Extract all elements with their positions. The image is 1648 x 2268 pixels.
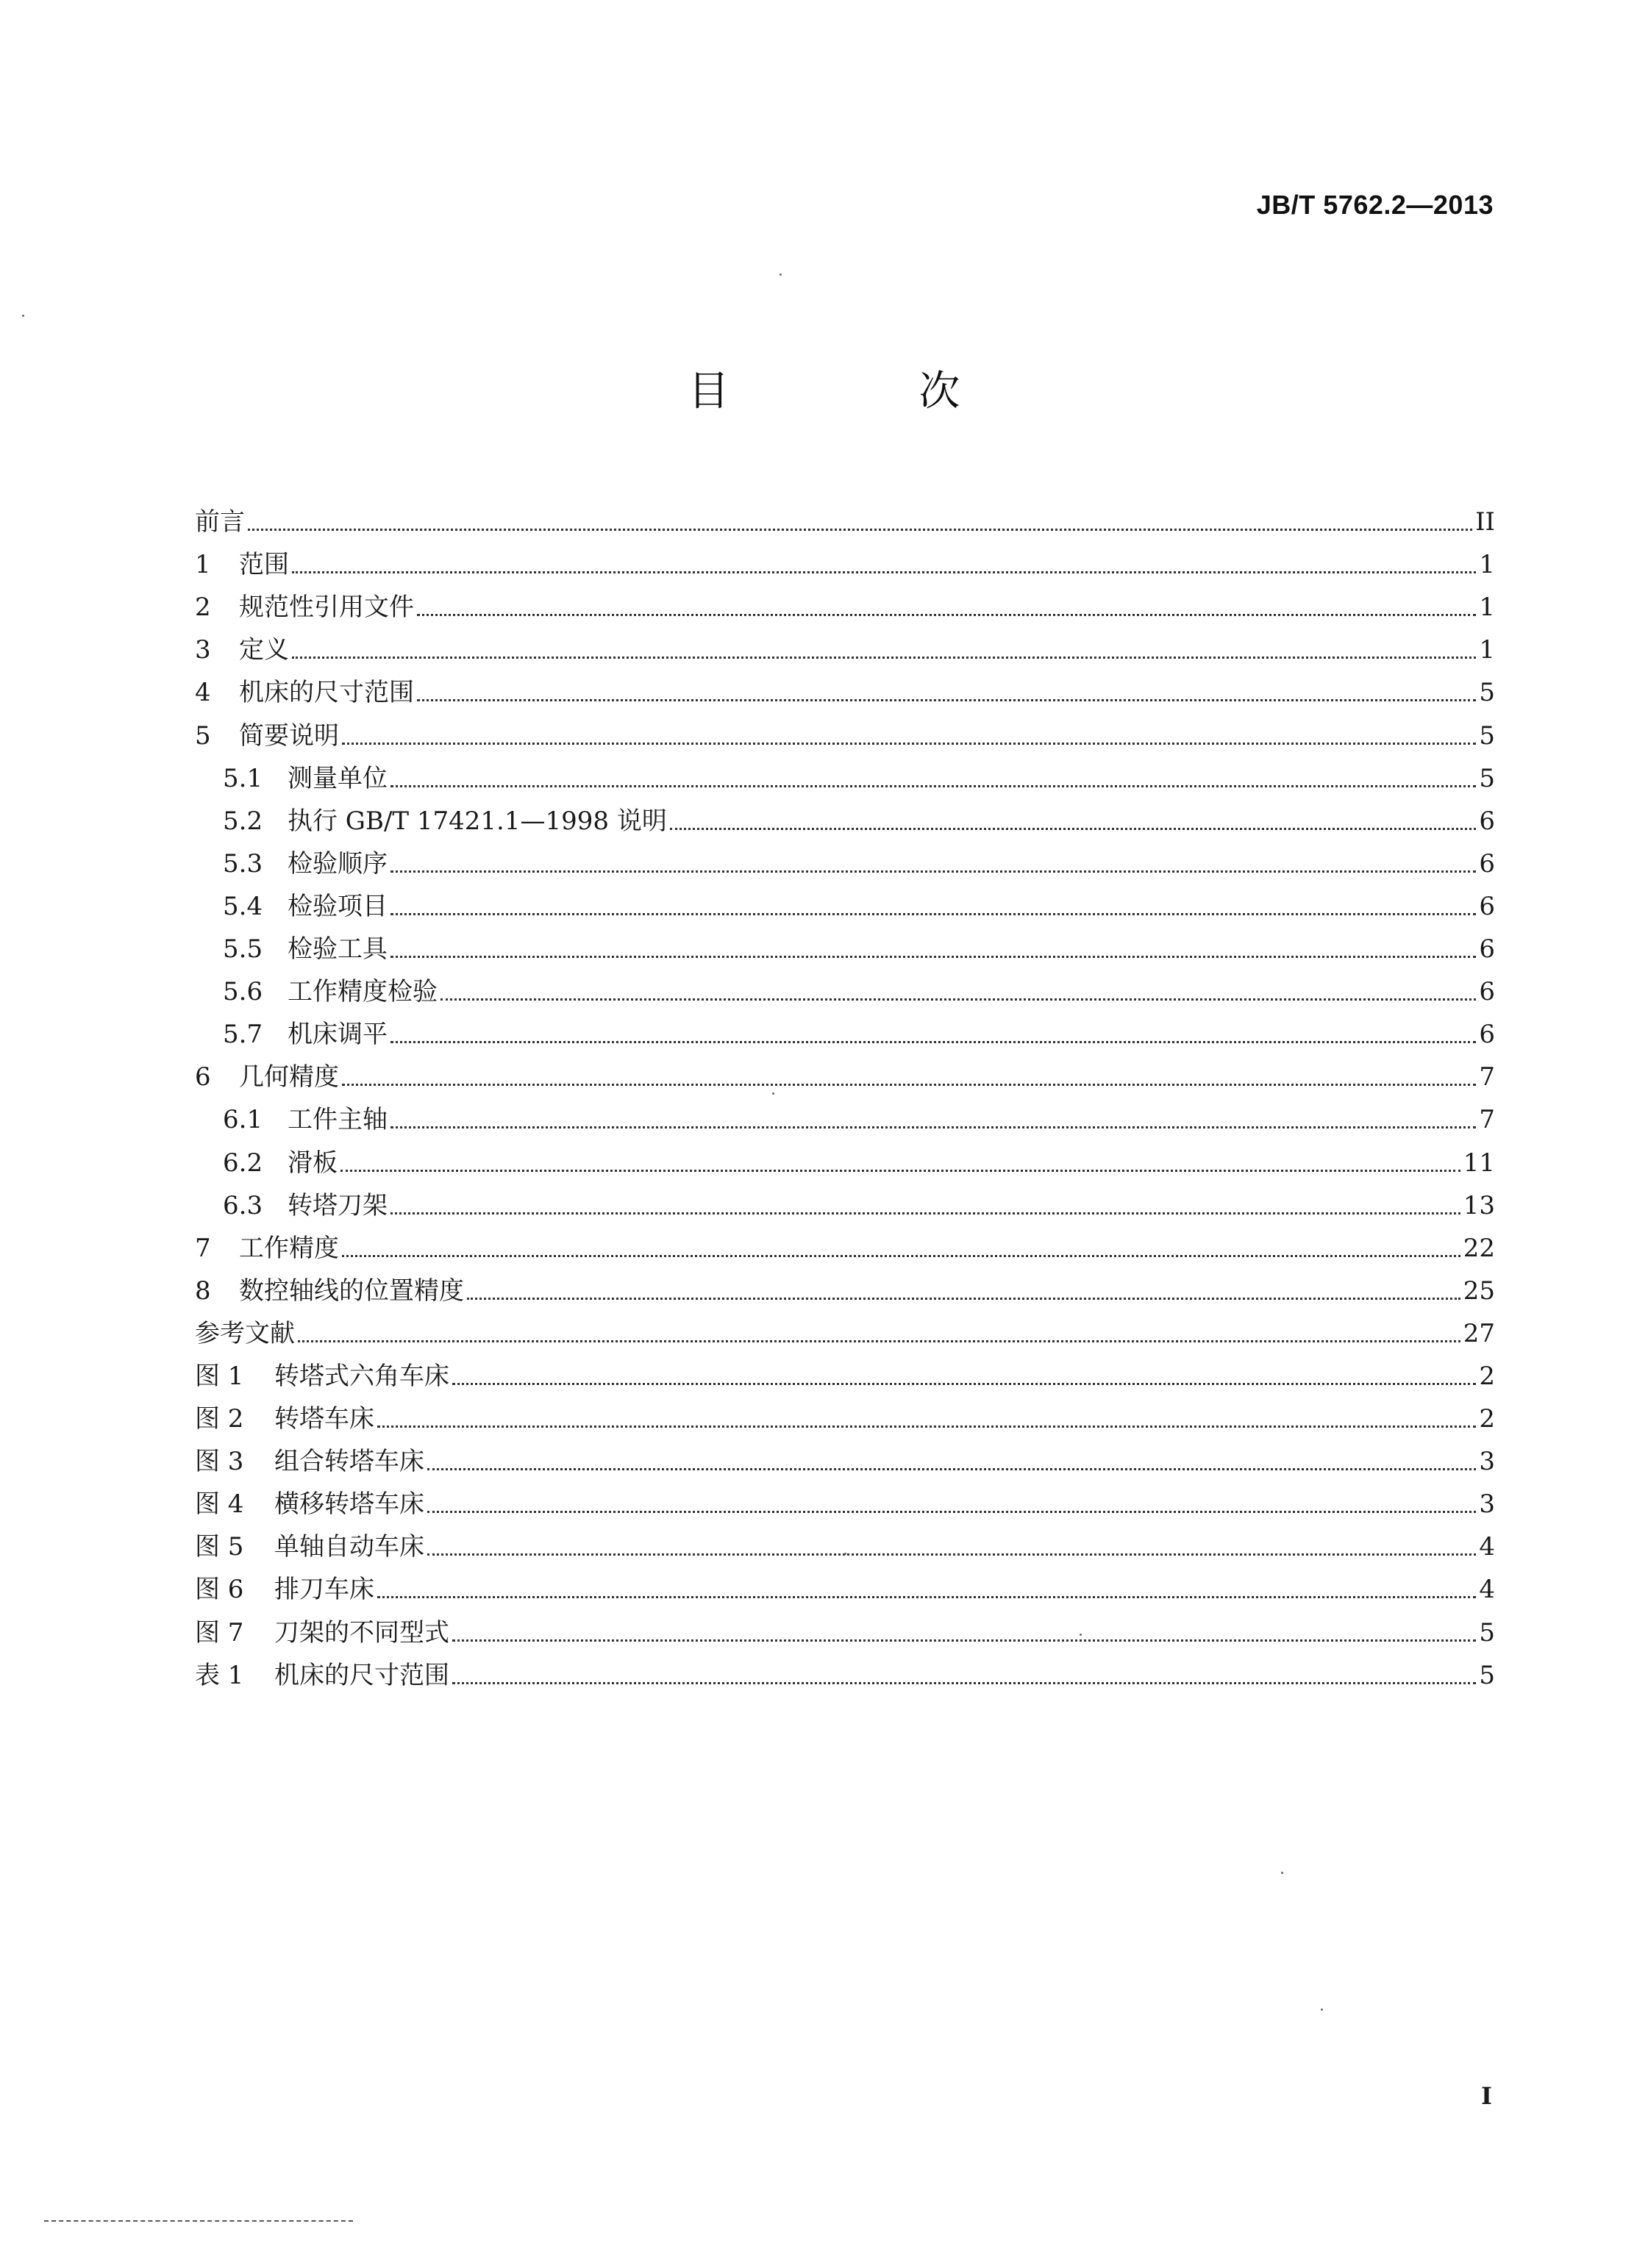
toc-leader-dots [440,998,1476,1001]
toc-leader-dots [670,827,1477,830]
scan-speck [1281,1872,1283,1874]
page-number: I [1481,2082,1492,2110]
toc-leader-dots [427,1467,1476,1470]
toc-entry-number: 5.6 [223,977,263,1007]
toc-entry-page: 3 [1479,1447,1495,1477]
toc-leader-dots [390,1212,1460,1215]
toc-entry[interactable] [195,1391,1495,1434]
toc-entry-page: 5 [1479,678,1495,708]
toc-entry[interactable] [195,921,1495,964]
toc-entry[interactable] [195,707,1495,750]
toc-entry[interactable] [195,1434,1495,1476]
toc-entry-number: 6.3 [223,1190,263,1220]
toc-entry-page: 6 [1479,934,1495,965]
toc-entry-number: 图 4 [195,1489,244,1520]
toc-entry-page: 27 [1463,1318,1495,1348]
toc-leader-dots [390,784,1476,787]
toc-entry-label: 组合转塔车床 [274,1447,424,1477]
toc-leader-dots [452,1681,1476,1684]
toc-entry-number: 6 [195,1062,211,1092]
toc-entry-page: 3 [1479,1489,1495,1520]
toc-entry-number: 5.3 [223,848,263,879]
scan-speck [844,1553,846,1555]
toc-entry-label: 数控轴线的位置精度 [239,1276,464,1306]
toc-leader-dots [467,1297,1460,1300]
scan-speck [22,315,24,317]
toc-leader-dots [390,870,1476,873]
toc-leader-dots [248,528,1472,531]
toc-entry-page: 6 [1479,848,1495,879]
toc-entry-label: 检验项目 [288,891,388,921]
toc-leader-dots [342,742,1476,745]
toc-entry-page: 7 [1479,1105,1495,1135]
toc-leader-dots [427,1553,1476,1556]
toc-entry-label: 简要说明 [239,720,339,751]
toc-entry-number: 5.5 [223,934,263,965]
toc-entry[interactable] [195,1562,1495,1604]
toc-entry[interactable] [195,1476,1495,1519]
toc-entry[interactable] [195,1519,1495,1562]
toc-entry-number: 8 [195,1276,211,1306]
toc-entry-page: 4 [1479,1532,1495,1562]
toc-entry-label: 工作精度检验 [288,977,438,1007]
toc-entry-number: 5.2 [223,806,263,836]
toc-entry-number: 图 3 [195,1447,244,1477]
toc-entry-number: 6.1 [223,1105,263,1135]
toc-entry-label: 机床的尺寸范围 [239,678,414,708]
toc-entry-page: 6 [1479,1020,1495,1050]
toc-entry[interactable] [195,879,1495,921]
toc-leader-dots [390,912,1476,915]
toc-entry-label: 前言 [195,507,245,537]
toc-entry-number: 图 7 [195,1617,244,1648]
toc-entry-number: 1 [195,550,211,580]
toc-entry-label: 规范性引用文件 [239,593,414,623]
toc-leader-dots [340,1169,1460,1172]
toc-entry-label: 几何精度 [239,1062,339,1092]
toc-entry-number: 图 6 [195,1575,244,1605]
toc-leader-dots [342,1254,1460,1257]
toc-entry[interactable] [195,1220,1495,1263]
page-title: 目 次 [688,368,1049,415]
toc-entry[interactable] [195,1006,1495,1049]
toc-leader-dots [427,1510,1476,1513]
toc-leader-dots [377,1425,1476,1428]
toc-entry-page: 2 [1479,1404,1495,1434]
toc-leader-dots [292,656,1476,659]
toc-entry[interactable] [195,622,1495,665]
toc-leader-dots [390,955,1476,958]
toc-leader-dots [292,570,1476,573]
table-of-contents [195,494,1495,1690]
scan-speck [1321,2008,1323,2011]
toc-leader-dots [417,613,1476,616]
toc-entry-label: 范围 [239,550,289,580]
toc-entry-label: 执行 GB/T 17421.1—1998 说明 [288,806,667,836]
toc-entry-label: 单轴自动车床 [274,1532,424,1562]
toc-entry-page: 5 [1479,1660,1495,1690]
footer-rule [44,2220,353,2222]
toc-entry-label: 转塔车床 [274,1404,374,1434]
toc-entry-page: 7 [1479,1062,1495,1092]
toc-leader-dots [342,1083,1476,1086]
toc-entry[interactable] [195,579,1495,622]
toc-entry-number: 图 1 [195,1361,244,1391]
scan-speck [780,273,782,276]
toc-entry-page: 11 [1463,1148,1495,1178]
toc-entry-number: 表 1 [195,1660,244,1690]
toc-entry-number: 图 2 [195,1404,244,1434]
toc-leader-dots [452,1639,1476,1642]
toc-entry-label: 转塔刀架 [288,1190,388,1220]
toc-entry-label: 转塔式六角车床 [274,1361,449,1391]
toc-entry-page: 2 [1479,1361,1495,1391]
toc-entry-number: 图 5 [195,1532,244,1562]
toc-leader-dots [390,1040,1476,1043]
toc-entry-page: 4 [1479,1575,1495,1605]
toc-entry-label: 机床调平 [288,1020,388,1050]
toc-entry[interactable] [195,1178,1495,1220]
scan-speck [772,1092,774,1095]
toc-entry-number: 5.7 [223,1020,263,1050]
toc-leader-dots [417,698,1476,701]
toc-entry-label: 检验顺序 [288,848,388,879]
toc-entry[interactable] [195,1263,1495,1306]
toc-entry[interactable] [195,1648,1495,1690]
toc-entry[interactable] [195,1049,1495,1092]
toc-entry-number: 2 [195,593,211,623]
toc-entry-page: II [1475,507,1495,537]
toc-entry-number: 5.4 [223,891,263,921]
toc-entry-label: 测量单位 [288,763,388,793]
toc-entry-page: 1 [1479,635,1495,665]
toc-entry-label: 定义 [239,635,289,665]
toc-entry[interactable] [195,665,1495,707]
toc-entry-page: 6 [1479,977,1495,1007]
toc-entry-label: 工件主轴 [288,1105,388,1135]
scan-speck [1080,1634,1082,1636]
toc-entry-page: 5 [1479,720,1495,751]
toc-entry-page: 1 [1479,550,1495,580]
toc-entry-number: 5 [195,720,211,751]
toc-entry[interactable] [195,1134,1495,1177]
toc-leader-dots [452,1382,1476,1385]
toc-entry-label: 横移转塔车床 [274,1489,424,1520]
toc-entry-label: 刀架的不同型式 [274,1617,449,1648]
toc-entry-page: 22 [1463,1233,1495,1263]
toc-entry[interactable] [195,1092,1495,1134]
toc-entry[interactable] [195,793,1495,836]
toc-entry-page: 5 [1479,1617,1495,1648]
standard-code: JB/T 5762.2—2013 [1256,190,1494,220]
toc-entry[interactable] [195,494,1495,537]
toc-entry-label: 滑板 [288,1148,338,1178]
toc-entry-page: 25 [1463,1276,1495,1306]
toc-leader-dots [298,1339,1460,1342]
toc-entry-page: 6 [1479,806,1495,836]
toc-leader-dots [377,1595,1476,1598]
toc-entry-label: 排刀车床 [274,1575,374,1605]
toc-entry-number: 4 [195,678,211,708]
toc-entry-label: 机床的尺寸范围 [274,1660,449,1690]
toc-entry[interactable] [195,836,1495,879]
toc-entry[interactable] [195,964,1495,1006]
toc-entry-label: 工作精度 [239,1233,339,1263]
toc-entry[interactable] [195,1306,1495,1348]
toc-entry-page: 6 [1479,891,1495,921]
toc-entry-number: 3 [195,635,211,665]
toc-entry-label: 参考文献 [195,1318,295,1348]
toc-entry[interactable] [195,1604,1495,1647]
toc-entry-page: 5 [1479,763,1495,793]
toc-leader-dots [390,1126,1476,1128]
toc-entry[interactable] [195,537,1495,579]
toc-entry[interactable] [195,1348,1495,1391]
toc-entry-page: 1 [1479,593,1495,623]
toc-entry-number: 6.2 [223,1148,263,1178]
toc-entry-number: 7 [195,1233,211,1263]
toc-entry-page: 13 [1463,1190,1495,1220]
toc-entry-number: 5.1 [223,763,263,793]
toc-entry-label: 检验工具 [288,934,388,965]
toc-entry[interactable] [195,751,1495,793]
